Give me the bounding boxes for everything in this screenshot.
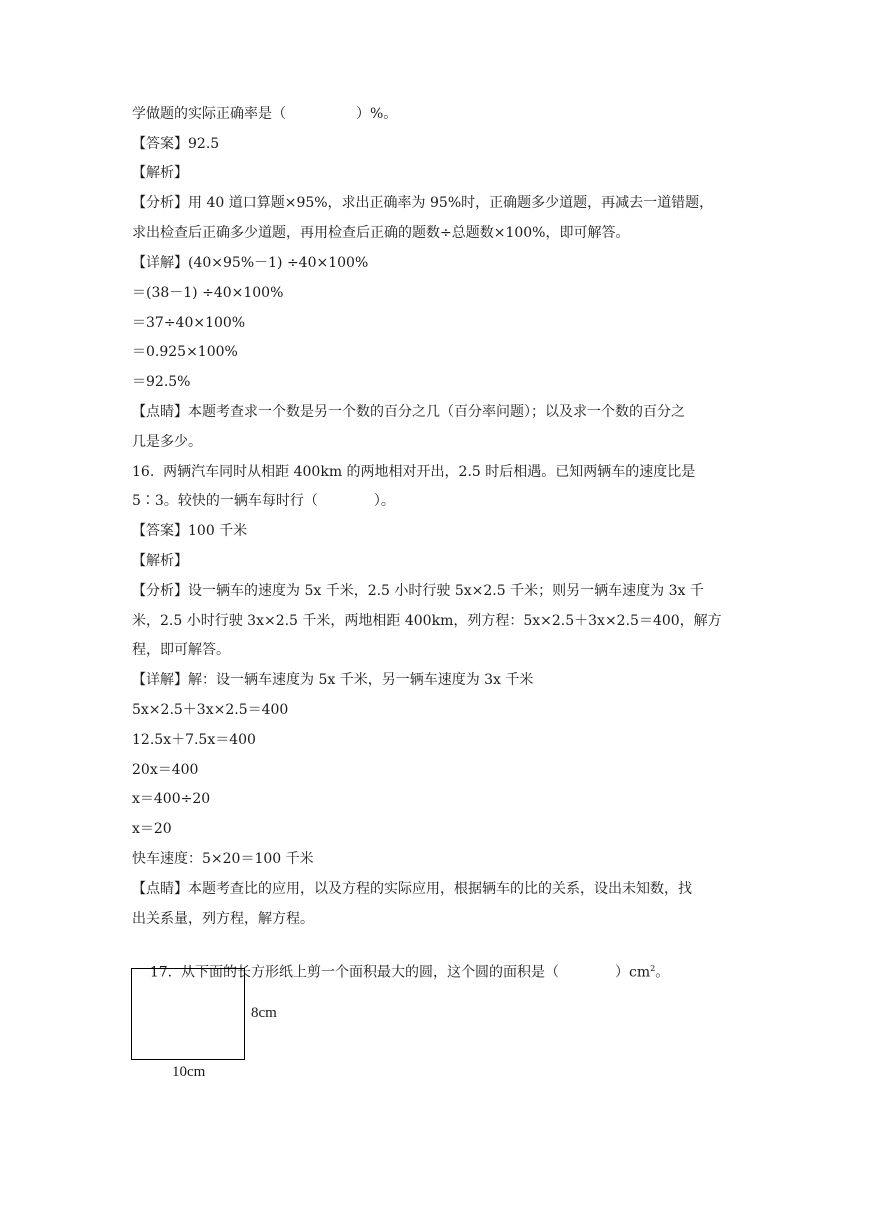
detail-line-16e: x＝400÷20 — [132, 791, 211, 807]
analysis-line-1a: 【分析】用 40 道口算题×95%，求出正确率为 95%时，正确题多少道题，再减去一道错题， — [132, 195, 714, 211]
comment-line-1b: 几是多少。 — [132, 434, 202, 450]
comment-line-16b: 出关系量，列方程，解方程。 — [132, 911, 314, 927]
answer-line-16: 【答案】100 千米 — [132, 523, 248, 539]
detail-line-1e: ＝92.5% — [132, 374, 191, 390]
analysis-line-16a: 【分析】设一辆车的速度为 5x 千米，2.5 小时行驶 5x×2.5 千米；则另一辆车速度为 3x 千 — [132, 583, 704, 599]
height-label: 8cm — [251, 1005, 277, 1021]
analysis-line-16c: 程，即可解答。 — [132, 642, 230, 658]
detail-line-16d: 20x＝400 — [132, 762, 199, 778]
detail-line-16a: 【详解】解：设一辆车速度为 5x 千米，另一辆车速度为 3x 千米 — [132, 672, 534, 688]
analysis-line-1b: 求出检查后正确多少道题，再用检查后正确的题数÷总题数×100%，即可解答。 — [132, 225, 630, 241]
detail-line-1c: ＝37÷40×100% — [132, 315, 246, 331]
text-line-1: 学做题的实际正确率是（ ）%。 — [132, 106, 398, 122]
question-17-text: 17. 从下面的长方形纸上剪一个面积最大的圆，这个圆的面积是（ ）cm — [149, 964, 651, 981]
comment-line-1a: 【点睛】本题考查求一个数是另一个数的百分之几（百分率问题）；以及求一个数的百分之 — [132, 404, 685, 420]
detail-line-1a: 【详解】(40×95%－1) ÷40×100% — [132, 255, 369, 271]
analysis-heading-16: 【解析】 — [132, 553, 188, 569]
detail-line-16b: 5x×2.5＋3x×2.5＝400 — [132, 702, 289, 718]
rectangle-figure — [131, 968, 245, 1060]
answer-line-1: 【答案】92.5 — [132, 136, 220, 152]
analysis-heading-1: 【解析】 — [132, 165, 188, 181]
detail-line-16f: x＝20 — [132, 821, 172, 837]
question-17-end: 。 — [655, 964, 670, 981]
unit-superscript: 2 — [650, 964, 656, 973]
width-label: 10cm — [172, 1064, 206, 1080]
question-16-line-b: 5∶3。较快的一辆车每时行（ ）。 — [132, 493, 395, 509]
detail-line-16g: 快车速度：5×20＝100 千米 — [132, 851, 314, 867]
analysis-line-16b: 米，2.5 小时行驶 3x×2.5 千米，两地相距 400km，列方程：5x×2.5＋3x×2.5＝400，解方 — [132, 613, 722, 629]
detail-line-1d: ＝0.925×100% — [132, 344, 238, 360]
detail-line-16c: 12.5x＋7.5x＝400 — [132, 732, 256, 748]
comment-line-16a: 【点睛】本题考查比的应用，以及方程的实际应用，根据辆车的比的关系，设出未知数，找 — [132, 881, 692, 897]
question-16-line-a: 16. 两辆汽车同时从相距 400km 的两地相对开出，2.5 时后相遇。已知两辆车的速度比是 — [132, 464, 696, 480]
detail-line-1b: ＝(38－1) ÷40×100% — [132, 285, 284, 301]
